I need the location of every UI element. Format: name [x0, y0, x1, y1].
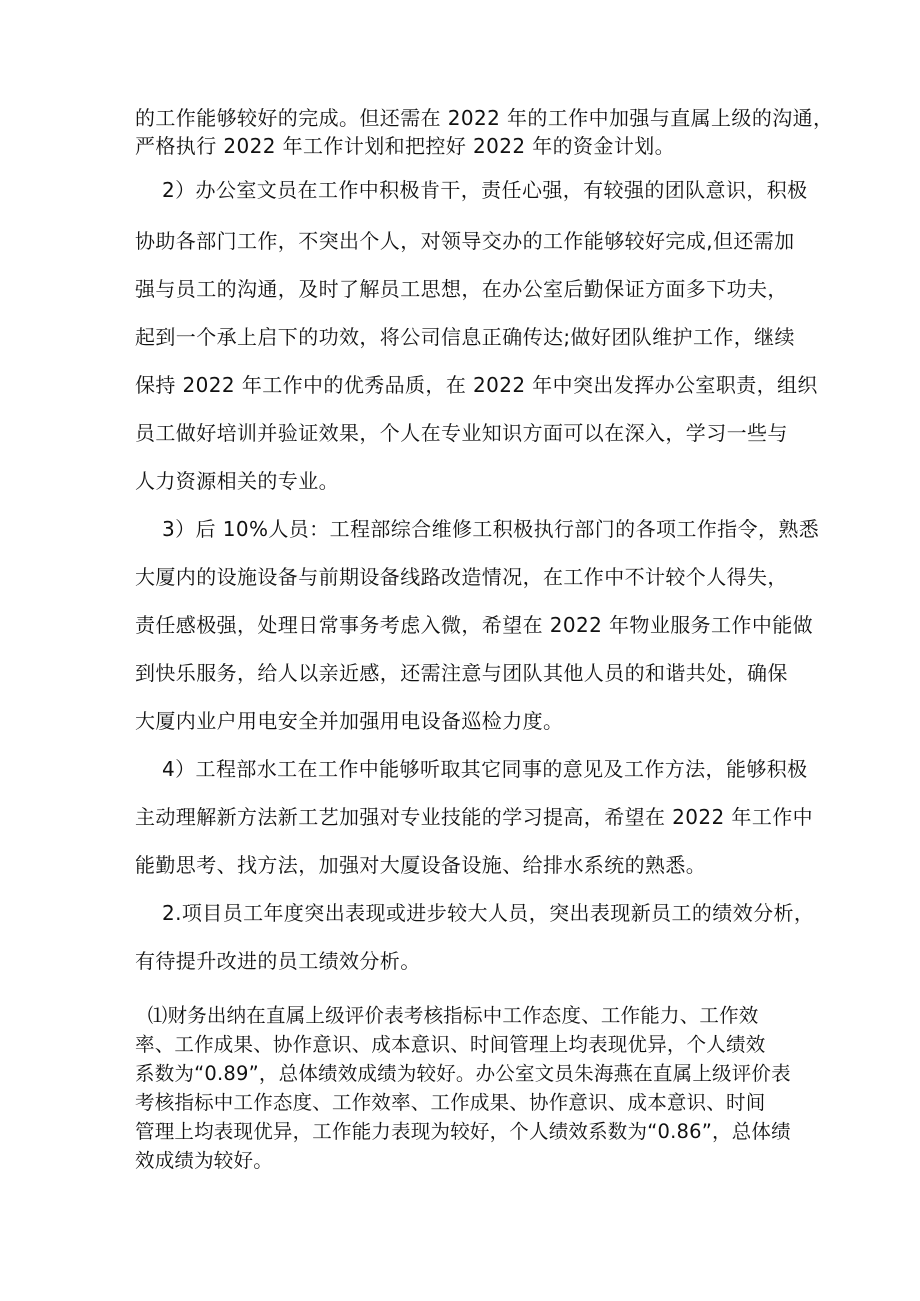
paragraph-2-line-1: 2）办公室文员在工作中积极肯干，责任心强，有较强的团队意识，积极	[135, 178, 808, 202]
paragraph-5-line-1: 2.项目员工年度突出表现或进步较大人员，突出表现新员工的绩效分析，	[135, 901, 815, 925]
paragraph-3-line-1: 3）后 10%人员：工程部综合维修工积极执行部门的各项工作指令，熟悉	[135, 517, 820, 541]
paragraph-4-line-3: 能勤思考、找方法，加强对大厦设备设施、给排水系统的熟悉。	[135, 853, 707, 877]
paragraph-2-line-2: 协助各部门工作，不突出个人，对领导交办的工作能够较好完成,但还需加	[135, 229, 795, 253]
paragraph-6-line-6: 效成绩为较好。	[135, 1149, 273, 1172]
paragraph-3-line-3: 责任感极强，处理日常事务考虑入微，希望在 2022 年物业服务工作中能做	[135, 613, 814, 637]
paragraph-4-line-2: 主动理解新方法新工艺加强对专业技能的学习提高，希望在 2022 年工作中	[135, 805, 814, 829]
paragraph-3-line-5: 大厦内业户用电安全并加强用电设备巡检力度。	[135, 709, 564, 733]
paragraph-2-line-6: 员工做好培训并验证效果，个人在专业知识方面可以在深入，学习一些与	[135, 421, 788, 445]
paragraph-6-line-1: ⑴财务出纳在直属上级评价表考核指标中工作态度、工作能力、工作效	[135, 1004, 759, 1027]
paragraph-2-line-3: 强与员工的沟通，及时了解员工思想，在办公室后勤保证方面多下功夫，	[135, 277, 788, 301]
paragraph-6-line-4: 考核指标中工作态度、工作效率、工作成果、协作意识、成本意识、时间	[135, 1091, 766, 1114]
paragraph-4-line-1: 4）工程部水工在工作中能够听取其它同事的意见及工作方法，能够积极	[135, 757, 808, 781]
paragraph-1-line-2: 严格执行 2022 年工作计划和把控好 2022 年的资金计划。	[135, 134, 676, 158]
paragraph-6-line-5: 管理上均表现优异，工作能力表现为较好，个人绩效系数为“0.86”，总体绩	[135, 1120, 791, 1143]
paragraph-3-line-2: 大厦内的设施设备与前期设备线路改造情况，在工作中不计较个人得失，	[135, 565, 788, 589]
paragraph-2-line-7: 人力资源相关的专业。	[135, 469, 339, 493]
paragraph-1-line-1: 的工作能够较好的完成。但还需在 2022 年的工作中加强与直属上级的沟通，	[135, 106, 834, 130]
paragraph-3-line-4: 到快乐服务，给人以亲近感，还需注意与团队其他人员的和谐共处，确保	[135, 661, 788, 685]
paragraph-6-line-2: 率、工作成果、协作意识、成本意识、时间管理上均表现优异，个人绩效	[135, 1033, 766, 1056]
paragraph-6-line-3: 系数为“0.89”，总体绩效成绩为较好。办公室文员朱海燕在直属上级评价表	[135, 1062, 791, 1085]
paragraph-5-line-2: 有待提升改进的员工绩效分析。	[135, 949, 421, 973]
paragraph-2-line-5: 保持 2022 年工作中的优秀品质，在 2022 年中突出发挥办公室职责，组织	[135, 373, 818, 397]
paragraph-2-line-4: 起到一个承上启下的功效，将公司信息正确传达;做好团队维护工作，继续	[135, 325, 795, 349]
